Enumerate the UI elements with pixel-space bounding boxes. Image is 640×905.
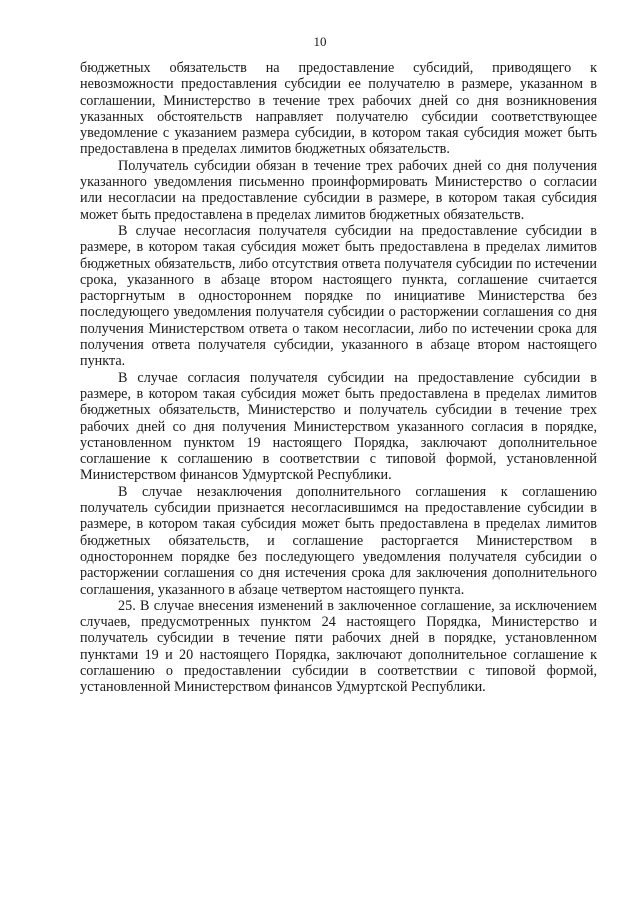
page-number: 10 [313, 34, 327, 49]
paragraph-continuation: бюджетных обязательств на предоставление субсидий, приводящего к невозможности предоставления субсидии ее получателю в размере, указанном в соглашении, Министерство в течение трех рабочих дней со дня возникновения указанных обстоятельств направляет получателю субсидии соответствующее уведомление с указанием размера субсидии, в котором такая субсидия может быть предоставлена в пределах лимитов бюджетных обязательств. [80, 60, 597, 158]
document-body [80, 60, 597, 696]
paragraph-disagreement: В случае несогласия получателя субсидии на предоставление субсидии в размере, в котором такая субсидия может быть предоставлена в пределах лимитов бюджетных обязательств, либо отсутствия ответа получателя субсидии по истечении срока, указанного в абзаце втором настоящего пункта, соглашение считается расторгнутым в одностороннем порядке по инициативе Министерства без последующего уведомления получателя субсидии о расторжении соглашения со дня получения Министерством ответа о таком несогласии, либо по истечении срока для получения ответа получателя субсидии, указанного в абзаце втором настоящего пункта. [80, 222, 597, 370]
paragraph-recipient-obligation: Получатель субсидии обязан в течение трех рабочих дней со дня получения указанного уведомления письменно проинформировать Министерство о согласии или несогласии на предоставление субсидии в размере, в котором такая субсидия может быть предоставлена в пределах лимитов бюджетных обязательств. [80, 157, 597, 223]
paragraph-item-25: 25. В случае внесения изменений в заключенное соглашение, за исключением случаев, предусмотренных пунктом 24 настоящего Порядка, Министерство и получатель субсидии в течение пяти рабочих дней в порядке, установленном пунктами 19 и 20 настоящего Порядка, заключают дополнительное соглашение к соглашению о предоставлении субсидии в соответствии с типовой формой, установленной Министерством финансов Удмуртской Республики. [80, 597, 597, 696]
paragraph-agreement: В случае согласия получателя субсидии на предоставление субсидии в размере, в котором такая субсидия может быть предоставлена в пределах лимитов бюджетных обязательств, Министерство и получатель субсидии в течение трех рабочих дней со дня получения Министерством указанного согласия в порядке, установленном пунктом 19 настоящего Порядка, заключают дополнительное соглашение к соглашению в соответствии с типовой формой, установленной Министерством финансов Удмуртской Республики. [80, 369, 597, 484]
paragraph-non-conclusion: В случае незаключения дополнительного соглашения к соглашению получатель субсидии признается несогласившимся на предоставление субсидии в размере, в котором такая субсидия может быть предоставлена в пределах лимитов бюджетных обязательств, и соглашение расторгается Министерством в одностороннем порядке без последующего уведомления получателя субсидии о расторжении соглашения со дня истечения срока для заключения дополнительного соглашения, указанного в абзаце четвертом настоящего пункта. [80, 483, 597, 598]
